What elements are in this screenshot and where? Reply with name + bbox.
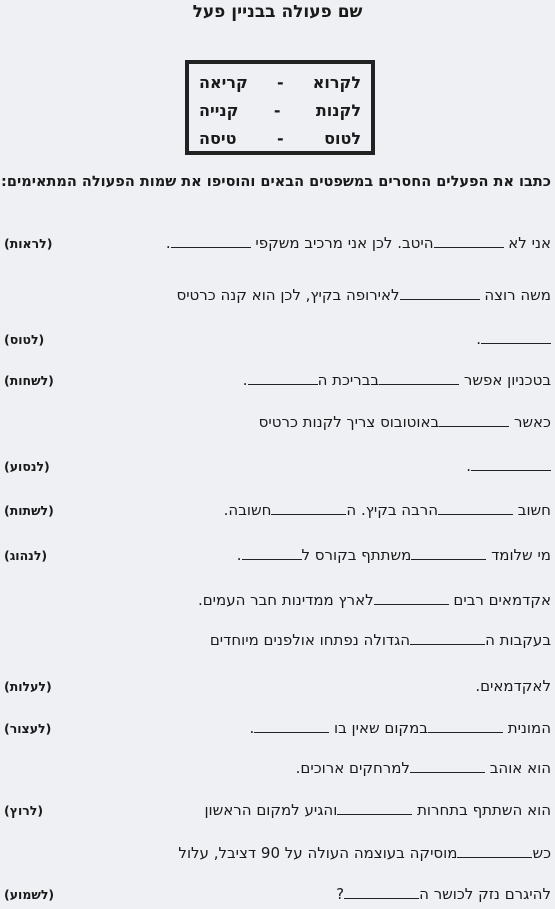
answer-blank[interactable] — [242, 545, 302, 560]
instruction-text: כתבו את הפעלים החסרים במשפטים הבאים והוסיפו את שמות הפעולה המתאימים: — [1, 174, 551, 190]
answer-blank[interactable] — [428, 718, 503, 733]
sentence-2-cont: . — [1, 329, 551, 349]
verb-hint: (לעלות) — [4, 679, 52, 694]
answer-blank[interactable] — [337, 800, 412, 815]
verb-dash: - — [276, 72, 284, 92]
verb-hint: (לראות) — [4, 236, 53, 251]
sentence-6: מי שלומד משתתף בקורס ל. — [236, 546, 551, 564]
verb-noun: קריאה — [199, 72, 248, 92]
answer-blank[interactable] — [248, 370, 318, 385]
sentence-13: להיגרם נזק לכושר ה? — [336, 885, 551, 903]
sentence-3: בטכניון אפשר בבריכת ה. — [242, 371, 551, 389]
sentence-8-cont: לאקדמאים. — [475, 677, 551, 695]
sentence-4-cont: . — [1, 456, 551, 476]
verb-infinitive: לטוס — [324, 128, 361, 148]
answer-blank[interactable] — [439, 412, 509, 427]
sentence-1: אני לא היטב. לכן אני מרכיב משקפי . — [165, 234, 551, 252]
verb-hint: (לרוץ) — [4, 803, 44, 818]
sentence-2: משה רוצה לאירופה בקיץ, לכן הוא קנה כרטיס — [176, 286, 551, 304]
verb-pair-row — [199, 68, 361, 96]
verb-pair-row — [199, 96, 361, 124]
answer-blank[interactable] — [271, 500, 346, 515]
answer-blank[interactable] — [374, 590, 449, 605]
verb-example-box — [185, 60, 375, 155]
answer-blank[interactable] — [434, 233, 504, 248]
answer-blank[interactable] — [411, 545, 486, 560]
verb-hint: (לטוס) — [4, 332, 45, 347]
verb-hint: (לשמוע) — [4, 887, 55, 902]
answer-blank[interactable] — [379, 370, 459, 385]
answer-blank[interactable] — [410, 758, 485, 773]
answer-blank[interactable] — [438, 500, 513, 515]
sentence-4: כאשר באוטובוס צריך לקנות כרטיס — [258, 413, 551, 431]
verb-hint: (לשחות) — [4, 373, 54, 388]
sentence-10: הוא אוהב למרחקים ארוכים. — [295, 759, 551, 777]
verb-pair-row — [199, 124, 361, 152]
answer-blank[interactable] — [254, 718, 329, 733]
answer-blank[interactable] — [400, 285, 480, 300]
answer-blank[interactable] — [410, 630, 485, 645]
verb-dash: - — [273, 100, 281, 120]
verb-hint: (לנהוג) — [4, 548, 48, 563]
verb-dash: - — [276, 128, 284, 148]
sentence-9: המונית במקום שאין בו . — [249, 719, 551, 737]
verb-noun: טיסה — [199, 128, 237, 148]
sentence-8: בעקבות ההגדולה נפתחו אולפנים מיוחדים — [209, 631, 551, 649]
answer-blank[interactable] — [457, 843, 532, 858]
verb-infinitive: לקרוא — [312, 72, 361, 92]
verb-hint: (לנסוע) — [4, 459, 50, 474]
answer-blank[interactable] — [344, 884, 419, 899]
answer-blank[interactable] — [471, 456, 551, 471]
verb-infinitive: לקנות — [315, 100, 361, 120]
verb-noun: קנייה — [199, 100, 239, 120]
sentence-12: כשמוסיקה בעוצמה העולה על 90 דציבל, עלול — [178, 844, 551, 862]
answer-blank[interactable] — [481, 329, 551, 344]
verb-hint: (לשתות) — [4, 503, 54, 518]
page-title: שם פעולה בבניין פעל — [192, 2, 363, 22]
verb-hint: (לעצור) — [4, 721, 52, 736]
sentence-5: חשוב הרבה בקיץ. החשובה. — [223, 501, 551, 519]
answer-blank[interactable] — [171, 233, 251, 248]
sentence-7: אקדמאים רבים לארץ ממדינות חבר העמים. — [197, 591, 551, 609]
sentence-11: הוא השתתף בתחרות והגיע למקום הראשון — [204, 801, 551, 819]
